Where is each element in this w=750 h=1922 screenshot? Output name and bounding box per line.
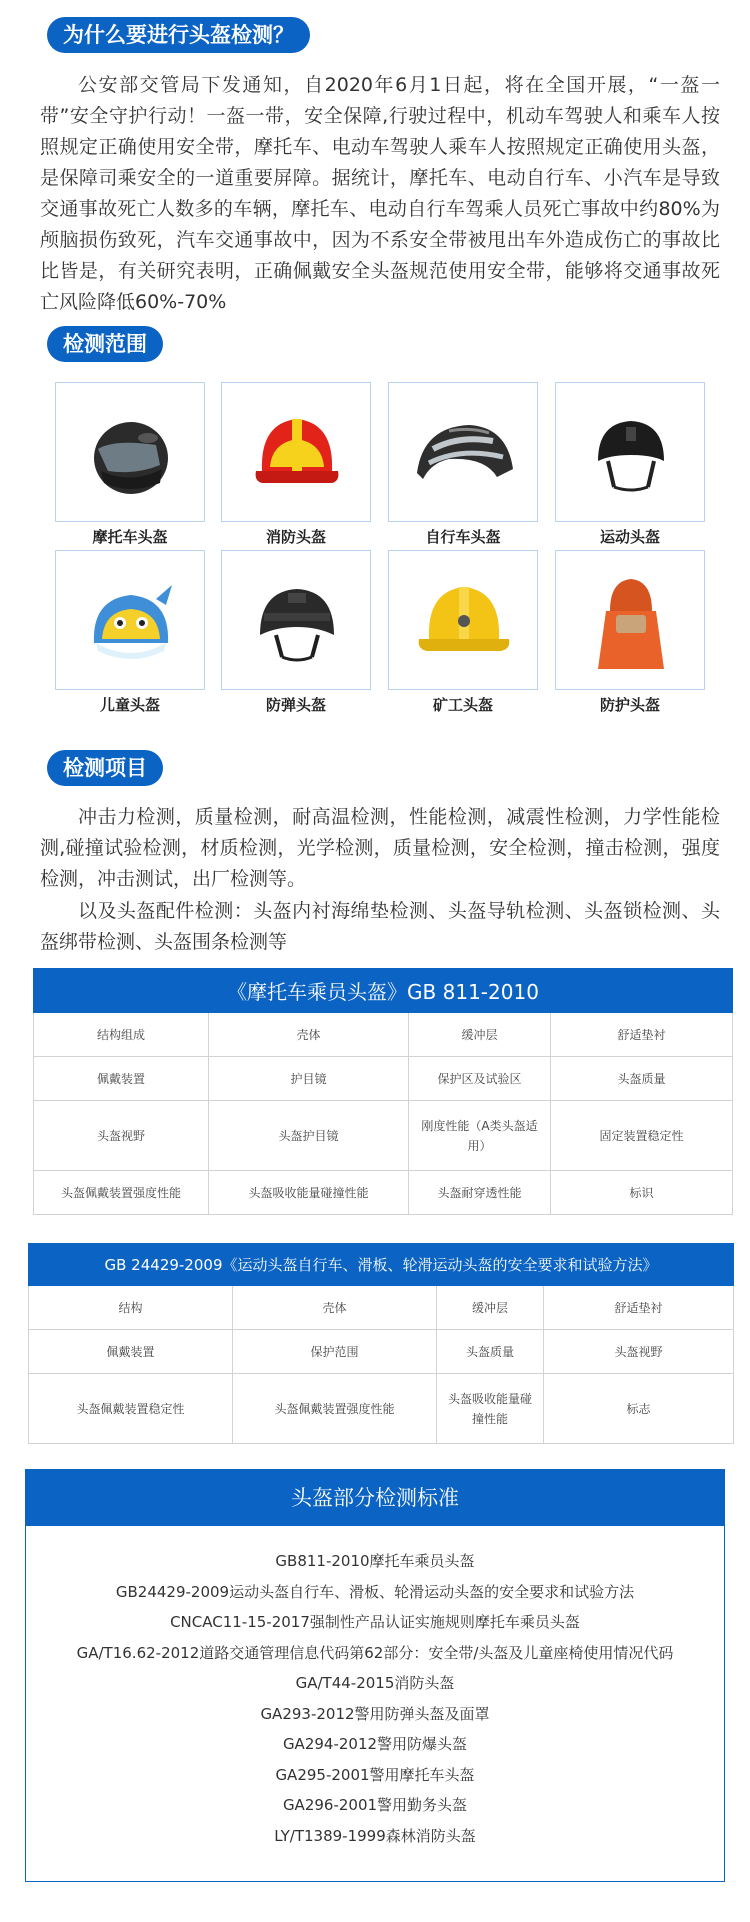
table-cell: 佩戴装置 xyxy=(29,1330,233,1374)
gb811-table xyxy=(33,968,733,1215)
table-cell: 舒适垫衬 xyxy=(551,1013,733,1057)
table-cell: 固定装置稳定性 xyxy=(551,1101,733,1171)
list-item: GA/T16.62-2012道路交通管理信息代码第62部分：安全带/头盔及儿童座椅使用情况代码 xyxy=(76,1643,674,1662)
standards-title: 头盔部分检测标准 xyxy=(26,1470,724,1526)
list-item: GB24429-2009运动头盔自行车、滑板、轮滑运动头盔的安全要求和试验方法 xyxy=(115,1582,635,1601)
table-cell: 结构 xyxy=(29,1286,233,1330)
table-cell: 头盔质量 xyxy=(551,1057,733,1101)
helmet-card-ballistic xyxy=(221,550,371,715)
table-cell: 头盔佩戴装置强度性能 xyxy=(34,1171,209,1215)
section-title-items: 检测项目 xyxy=(47,750,163,786)
table-cell: 标志 xyxy=(544,1374,734,1444)
table-cell: 缓冲层 xyxy=(437,1286,544,1330)
table-cell: 头盔耐穿透性能 xyxy=(409,1171,551,1215)
motorcycle-helmet-icon xyxy=(56,383,205,522)
list-item: GA295-2001警用摩托车头盔 xyxy=(275,1765,475,1784)
gb24429-table xyxy=(28,1243,734,1444)
list-item: GA/T44-2015消防头盔 xyxy=(295,1674,455,1692)
helmet-label: 自行车头盔 xyxy=(425,528,501,546)
standards-list xyxy=(26,1526,724,1851)
table-cell: 保护范围 xyxy=(233,1330,437,1374)
list-item: LY/T1389-1999森林消防头盔 xyxy=(274,1826,476,1845)
standards-panel xyxy=(25,1469,725,1882)
gb24429-table-title: GB 24429-2009《运动头盔自行车、滑板、轮滑运动头盔的安全要求和试验方法》 xyxy=(29,1244,734,1286)
child-helmet-icon xyxy=(56,551,205,690)
helmet-label: 儿童头盔 xyxy=(99,696,160,714)
bicycle-helmet-icon xyxy=(389,383,538,522)
list-item: GA294-2012警用防爆头盔 xyxy=(282,1735,468,1753)
helmet-label: 运动头盔 xyxy=(599,528,660,546)
test-items-paragraph: 冲击力检测，质量检测，耐高温检测，性能检测，减震性检测，力学性能检测,碰撞试验检测，材质检测，光学检测，质量检测，安全检测，撞击检测，强度检测，冲击测试，出厂检测等。 xyxy=(40,806,720,890)
ballistic-helmet-icon xyxy=(222,551,371,690)
fire-helmet-icon xyxy=(222,383,371,522)
list-item: CNCAC11-15-2017强制性产品认证实施规则摩托车乘员头盔 xyxy=(170,1613,580,1631)
helmet-card-sport xyxy=(555,382,705,547)
helmet-label: 消防头盔 xyxy=(265,528,326,546)
table-cell: 头盔佩戴装置强度性能 xyxy=(233,1374,437,1444)
table-cell: 标识 xyxy=(551,1171,733,1215)
table-cell: 头盔吸收能量碰撞性能 xyxy=(437,1374,544,1444)
table-cell: 壳体 xyxy=(209,1013,409,1057)
miner-helmet-icon xyxy=(389,551,538,690)
table-cell: 头盔质量 xyxy=(437,1330,544,1374)
section-title-why: 为什么要进行头盔检测？ xyxy=(47,17,310,53)
helmet-card-motorcycle xyxy=(55,382,205,547)
table-cell: 壳体 xyxy=(233,1286,437,1330)
table-cell: 护目镜 xyxy=(209,1057,409,1101)
table-cell: 舒适垫衬 xyxy=(544,1286,734,1330)
list-item: GA293-2012警用防弹头盔及面罩 xyxy=(260,1704,490,1723)
table-cell: 保护区及试验区 xyxy=(409,1057,551,1101)
table-cell: 佩戴装置 xyxy=(34,1057,209,1101)
helmet-card-protective xyxy=(555,550,705,715)
protective-hood-icon xyxy=(556,551,705,690)
list-item: GA296-2001警用勤务头盔 xyxy=(282,1796,468,1814)
helmet-card-miner xyxy=(388,550,538,715)
accessory-test-paragraph: 以及头盔配件检测：头盔内衬海绵垫检测、头盔导轨检测、头盔锁检测、头盔绑带检测、头盔围条检测等 xyxy=(40,900,720,953)
helmet-card-child xyxy=(55,550,205,715)
table-cell: 刚度性能（A类头盔适用） xyxy=(409,1101,551,1171)
section-title-scope: 检测范围 xyxy=(47,326,163,362)
table-cell: 头盔护目镜 xyxy=(209,1101,409,1171)
list-item: GB811-2010摩托车乘员头盔 xyxy=(275,1552,475,1570)
table-cell: 缓冲层 xyxy=(409,1013,551,1057)
helmet-card-bicycle xyxy=(388,382,538,547)
why-paragraph: 公安部交管局下发通知，自2020年6月1日起，将在全国开展，“一盔一带”安全守护行动！一盔一带，安全保障,行驶过程中，机动车驾驶人和乘车人按照规定正确使用安全带，摩托车、电动车驾驶人乘车人按照规定正确使用头盔，是保障司乘安全的一道重要屏障。据统计，摩托车、电动自行车、小汽车是导致交通事故死亡人数多的车辆，摩托车、电动自行车驾乘人员死亡事故中约80%为颅脑损伤致死，汽车交通事故中，因为不系安全带被甩出车外造成伤亡的事故比比皆是，有关研究表明，正确佩戴安全头盔规范使用安全带，能够将交通事故死亡风险降低60%-70% xyxy=(40,74,720,313)
helmet-label: 摩托车头盔 xyxy=(92,528,168,546)
table-cell: 头盔吸收能量碰撞性能 xyxy=(209,1171,409,1215)
table-cell: 头盔视野 xyxy=(544,1330,734,1374)
table-cell: 头盔佩戴装置稳定性 xyxy=(29,1374,233,1444)
sport-helmet-icon xyxy=(556,383,705,522)
helmet-label: 矿工头盔 xyxy=(432,696,493,714)
table-cell: 结构组成 xyxy=(34,1013,209,1057)
helmet-label: 防弹头盔 xyxy=(265,696,326,714)
helmet-card-fire xyxy=(221,382,371,547)
gb811-table-title: 《摩托车乘员头盔》GB 811-2010 xyxy=(34,969,733,1013)
helmet-label: 防护头盔 xyxy=(599,696,660,714)
table-cell: 头盔视野 xyxy=(34,1101,209,1171)
